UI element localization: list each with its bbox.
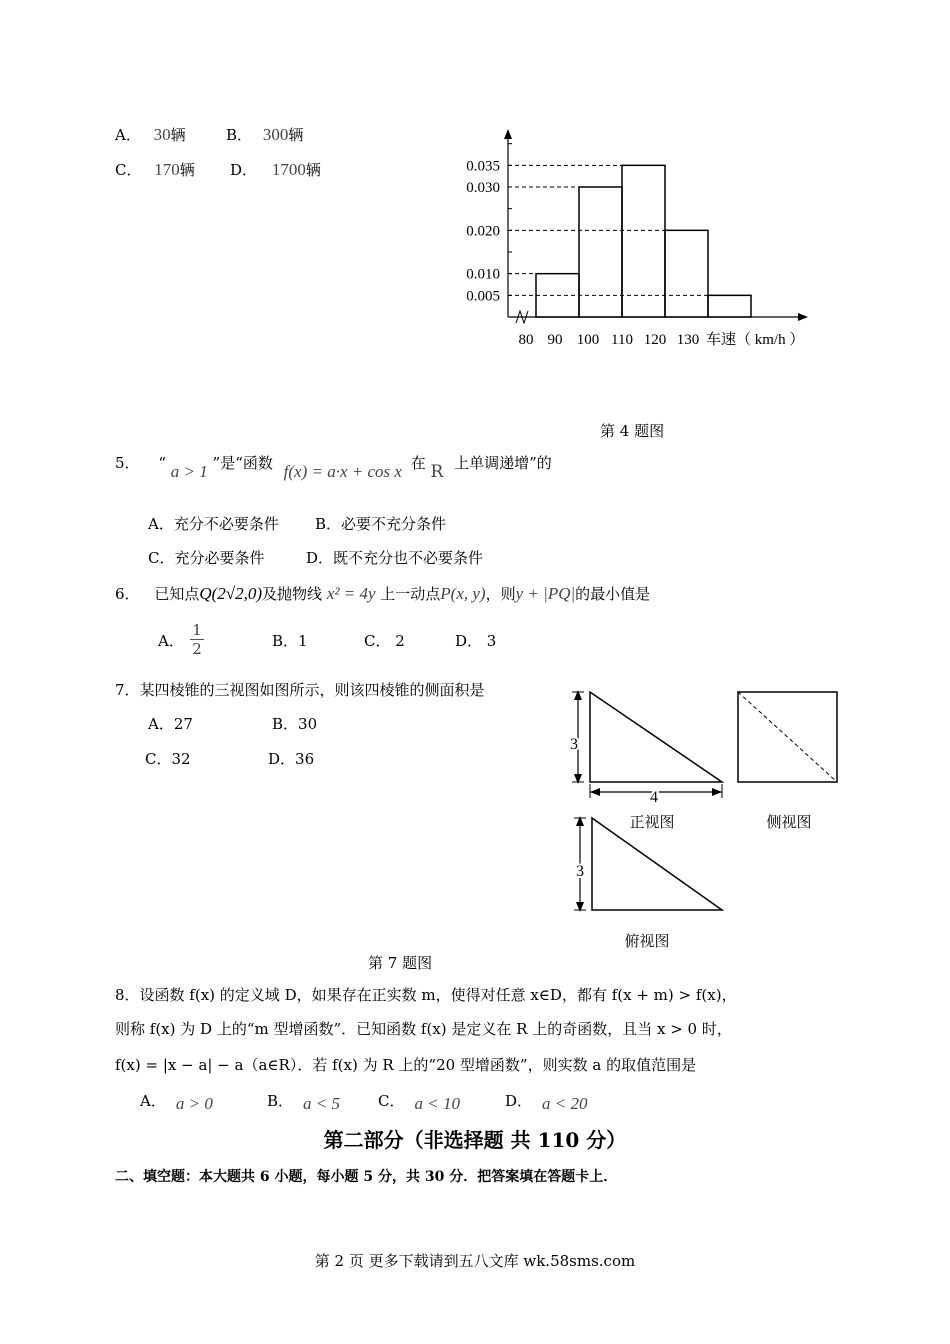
page-footer: 第 2 页 更多下载请到五八文库 wk.58sms.com	[314, 1252, 636, 1270]
q3-option-b: B． 300辆	[226, 125, 304, 144]
top-view-label: 俯视图	[624, 934, 670, 950]
q6-option-a-fraction	[190, 621, 204, 658]
x-tick-label: 120	[643, 332, 667, 348]
q6-option-b: B．1	[272, 632, 308, 650]
fraction-denominator: 2	[192, 640, 202, 658]
x-tick-label: 130	[676, 332, 700, 348]
q3-option-a: A． 30辆	[115, 125, 186, 144]
speed-histogram	[440, 125, 820, 365]
y-tick-label: 0.020	[466, 223, 500, 240]
q8-option-c: C． a < 10	[378, 1092, 460, 1113]
figure-4-caption: 第 4 题图	[600, 422, 665, 440]
x-tick-label: 90	[547, 332, 563, 348]
q7-option-c: C．32	[145, 750, 191, 768]
histogram-bar	[579, 187, 622, 317]
y-tick-label: 0.010	[466, 266, 500, 283]
q8-line-1: 8．设函数 f(x) 的定义域 D，如果存在正实数 m，使得对任意 x∈D，都有 f(x + m) > f(x)，	[115, 986, 737, 1004]
q7-option-b: B．30	[272, 715, 318, 733]
x-tick-label: 110	[611, 332, 633, 348]
front-view-label: 正视图	[629, 815, 675, 831]
axis-break-mark	[516, 311, 528, 323]
q5-option-c: C．充分必要条件	[148, 549, 265, 567]
q8-option-a: A． a > 0	[140, 1092, 213, 1113]
y-axis-arrow	[504, 129, 512, 139]
x-tick-label: 100	[576, 332, 600, 348]
top-view-height-label: 3	[576, 863, 584, 880]
section-2-instruction: 二、填空题：本大题共 6 小题，每小题 5 分，共 30 分．把答案填在答题卡上．	[115, 1169, 618, 1185]
q3-option-d: D． 1700辆	[230, 160, 321, 179]
q8-line-3: f(x) = |x − a| − a（a∈R）．若 f(x) 为 R 上的“20 型增函数”，则实数 a 的取值范围是	[115, 1056, 697, 1074]
y-tick-label: 0.005	[466, 288, 500, 305]
side-view	[738, 692, 837, 782]
q3-option-c: C． 170辆	[115, 160, 195, 179]
q8-option-b: B． a < 5	[267, 1092, 341, 1113]
x-axis-label: 车速（ km/h ）	[706, 332, 805, 348]
histogram-bar	[708, 295, 751, 317]
q6-option-c: C． 2	[364, 632, 405, 650]
q5-option-d: D．既不充分也不必要条件	[306, 549, 484, 567]
q7-option-a: A．27	[148, 715, 193, 733]
q6-option-d: D． 3	[455, 632, 497, 650]
x-axis-arrow	[798, 313, 808, 321]
x-tick-label: 80	[518, 332, 534, 348]
front-view-height-label: 3	[570, 736, 578, 753]
q5-stem: 5． “ a > 1 ”是“函数 f(x) = a·x + cos x 在 R 上单调递增”的	[115, 454, 552, 482]
q7-stem: 7．某四棱锥的三视图如图所示，则该四棱锥的侧面积是	[115, 681, 485, 699]
y-tick-label: 0.030	[466, 180, 500, 196]
q7-option-d: D．36	[268, 750, 315, 768]
q5-option-b: B．必要不充分条件	[315, 515, 447, 533]
three-view-drawing	[560, 680, 860, 960]
histogram-bar	[622, 165, 665, 317]
q6-stem: 6． 已知点Q(2√2,0)及抛物线 x² = 4y 上一动点P(x, y)，则y + |PQ|的最小值是	[115, 584, 651, 603]
front-view	[572, 690, 722, 798]
q8-option-d: D． a < 20	[505, 1092, 588, 1113]
part-2-heading: 第二部分（非选择题 共 110 分）	[323, 1128, 627, 1152]
front-view-width-label: 4	[650, 789, 658, 806]
fraction-numerator: 1	[192, 621, 202, 639]
figure-7-caption: 第 7 题图	[368, 954, 433, 972]
side-view-label: 侧视图	[766, 815, 812, 831]
y-tick-label: 0.035	[466, 158, 500, 175]
q5-option-a: A．充分不必要条件	[148, 515, 279, 533]
q6-option-a: A．	[158, 632, 184, 650]
histogram-bar	[665, 230, 708, 317]
q8-line-2: 则称 f(x) 为 D 上的“m 型增函数”．已知函数 f(x) 是定义在 R 上的奇函数，且当 x > 0 时，	[115, 1020, 732, 1038]
